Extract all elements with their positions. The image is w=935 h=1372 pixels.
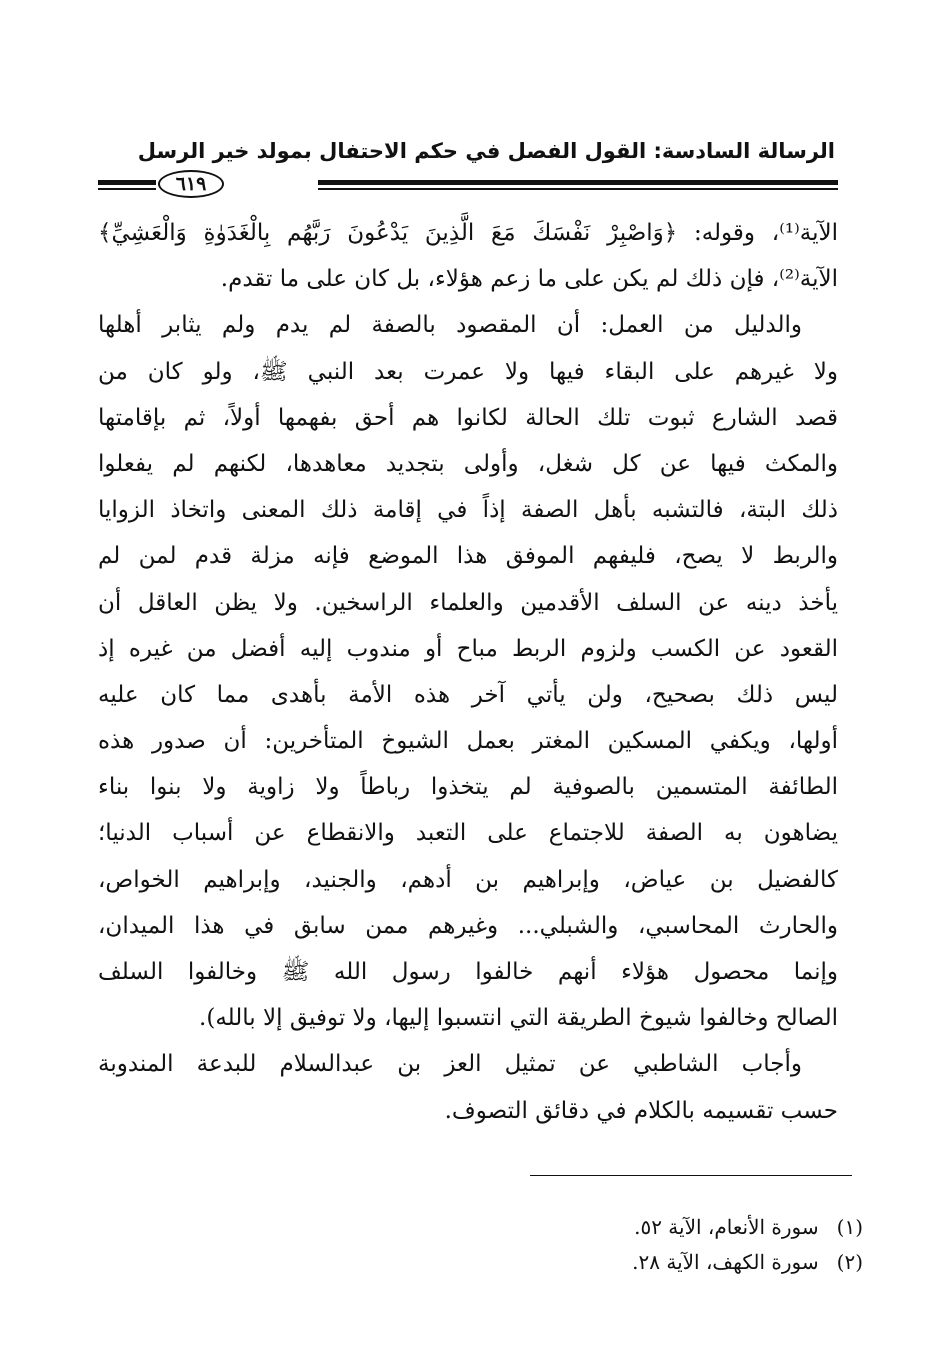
footnote-text: سورة الكهف، الآية ٢٨. (632, 1250, 819, 1274)
footnote-item (163, 1210, 863, 1245)
body-line: الآية⁽²⁾، فإن ذلك لم يكن على ما زعم هؤلاء، بل كان على ما تقدم. (220, 266, 838, 293)
body-line: ولا غيرهم على البقاء فيها ولا عمرت بعد النبي ﷺ، ولو كان من (98, 358, 838, 385)
body-line: ليس ذلك بصحيح، ولن يأتي آخر هذه الأمة بأهدى مما كان عليه (98, 681, 838, 708)
page-number-badge (158, 170, 316, 202)
body-line: القعود عن الكسب ولزوم الربط مباح أو مندوب إليه أفضل من غيره إذ (98, 635, 838, 662)
footnote-number: (٢) (836, 1250, 863, 1274)
header-rule-right-thin (318, 188, 838, 190)
footnote-text: سورة الأنعام، الآية ٥٢. (634, 1215, 819, 1239)
body-line: ذلك البتة، فالتشبه بأهل الصفة إذاً في إقامة ذلك المعنى واتخاذ الزوايا (98, 497, 838, 524)
body-line: الطائفة المتسمين بالصوفية لم يتخذوا رباطاً ولا زاوية ولا بنوا بناء (98, 774, 838, 801)
body-line: أولها، ويكفي المسكين المغتر بعمل الشيوخ المتأخرين: أن صدور هذه (98, 728, 838, 755)
body-line: حسب تقسيمه بالكلام في دقائق التصوف. (444, 1097, 838, 1124)
body-line: والدليل من العمل: أن المقصود بالصفة لم يدم ولم يثابر أهلها (98, 312, 802, 339)
footnotes (163, 1210, 863, 1280)
body-text (98, 210, 838, 1134)
header-rule-left-thin (98, 188, 156, 190)
header-rule-left-thick (98, 180, 156, 185)
header-rule-right-thick (318, 180, 838, 185)
footnote-divider (530, 1175, 852, 1176)
body-line: الصالح وخالفوا شيوخ الطريقة التي انتسبوا إليها، ولا توفيق إلا بالله). (199, 1005, 838, 1032)
body-line: يأخذ دينه عن السلف الأقدمين والعلماء الراسخين. ولا يظن العاقل أن (98, 589, 838, 616)
body-line: الآية⁽¹⁾، وقوله: ﴿وَاصْبِرْ نَفْسَكَ مَعَ الَّذِينَ يَدْعُونَ رَبَّهُم بِالْغَدَوٰةِ وَالْعَشِيِّ﴾ (98, 220, 838, 246)
body-line: يضاهون به الصفة للاجتماع على التعبد والانقطاع عن أسباب الدنيا؛ (98, 820, 838, 847)
footnote-item (163, 1245, 863, 1280)
body-line: والربط لا يصح، فليفهم الموفق هذا الموضع فإنه مزلة قدم لمن لم (98, 543, 838, 570)
body-line: وأجاب الشاطبي عن تمثيل العز بن عبدالسلام للبدعة المندوبة (98, 1051, 802, 1078)
body-line: والمكث فيها عن كل شغل، وأولى بتجديد معاهدها، لكنهم لم يفعلوا (98, 450, 838, 477)
body-line: وإنما محصول هؤلاء أنهم خالفوا رسول الله ﷺ وخالفوا السلف (98, 959, 838, 985)
header-rule (98, 170, 838, 204)
footnote-number: (١) (836, 1215, 863, 1239)
running-header: الرسالة السادسة: القول الفصل في حكم الاحتفال بمولد خير الرسل (137, 139, 835, 163)
body-line: كالفضيل بن عياض، وإبراهيم بن أدهم، والجنيد، وإبراهيم الخواص، (98, 866, 838, 893)
page-number: ٦١٩ (175, 173, 207, 195)
body-line: قصد الشارع ثبوت تلك الحالة لكانوا هم أحق بفهمها أولاً، ثم بإقامتها (98, 404, 838, 431)
body-line: والحارث المحاسبي، والشبلي... وغيرهم ممن سابق في هذا الميدان، (98, 912, 838, 939)
